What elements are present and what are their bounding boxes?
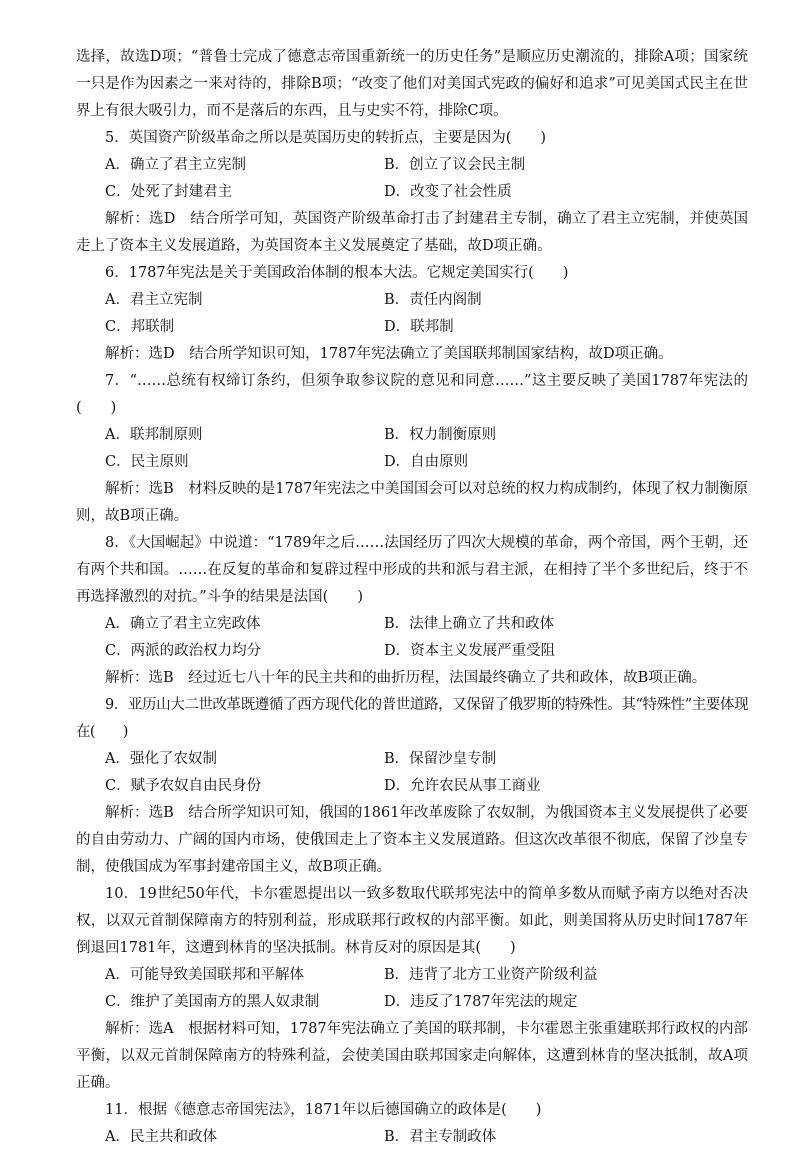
- question-9: 9．亚历山大二世改革既遵循了西方现代化的普世道路，又保留了俄罗斯的特殊性。其“特殊性”主要体现在( ): [76, 697, 748, 740]
- option-b: B．权力制衡原则: [384, 427, 497, 443]
- options-q11: [76, 1124, 748, 1151]
- analysis-10: 解析：选A 根据材料可知，1787年宪法确立了美国的联邦制，卡尔霍恩主张重建联邦行政权的内部平衡，以双元首制保障南方的特殊利益，会使美国由联邦国家走向解体，这遭到林肯的坚决抵制，故A项正确。: [76, 1021, 748, 1091]
- option-a: A．强化了农奴制: [105, 751, 217, 767]
- option-d: D．改变了社会性质: [384, 184, 512, 200]
- option-a: A．民主共和政体: [105, 1129, 217, 1145]
- option-d: D．违反了1787年宪法的规定: [384, 994, 578, 1010]
- option-b: B．君主专制政体: [384, 1129, 497, 1145]
- option-a: A．可能导致美国联邦和平解体: [105, 967, 304, 983]
- option-c: C．处死了封建君主: [105, 184, 233, 200]
- options-q7: [76, 422, 748, 476]
- question-6: 6．1787年宪法是关于美国政治体制的根本大法。它规定美国实行( ): [105, 265, 569, 281]
- question-10: 10．19世纪50年代，卡尔霍恩提出以一致多数取代联邦宪法中的简单多数从而赋予南方以绝对否决权，以双元首制保障南方的特别利益，形成联邦行政权的内部平衡。如此，则美国将从历史时间1787年倒退回1781年，这遭到林肯的坚决抵制。林肯反对的原因是其( ): [76, 886, 748, 956]
- option-a: A．联邦制原则: [105, 427, 203, 443]
- analysis-8: 解析：选B 经过近七八十年的民主共和的曲折历程，法国最终确立了共和政体，故B项正确。: [105, 670, 707, 686]
- option-d: D．联邦制: [384, 319, 454, 335]
- option-a: A．君主立宪制: [105, 292, 203, 308]
- question-7: 7．“……总统有权缔订条约，但须争取参议院的意见和同意……”这主要反映了美国1787年宪法的( ): [76, 373, 748, 416]
- analysis-6: 解析：选D 结合所学知识可知，1787年宪法确立了美国联邦制国家结构，故D项正确。: [105, 346, 673, 362]
- options-q10: [76, 962, 748, 1016]
- options-q6: [76, 287, 748, 341]
- option-d: D．允许农民从事工商业: [384, 778, 541, 794]
- question-8: 8．《大国崛起》中说道：“1789年之后……法国经历了四次大规模的革命，两个帝国，两个王朝，还有两个共和国。……在反复的革命和复辟过程中形成的共和派与君主派，在相持了半个多世纪后，终于不再选择激烈的对抗。”斗争的结果是法国( ): [76, 535, 748, 605]
- option-d: D．资本主义发展严重受阻: [384, 643, 556, 659]
- analysis-9: 解析：选B 结合所学知识可知，俄国的1861年改革废除了农奴制，为俄国资本主义发展提供了必要的自由劳动力、广阔的国内市场，使俄国走上了资本主义发展道路。但这次改革很不彻底，保留了沙皇专制，使俄国成为军事封建帝国主义，故B项正确。: [76, 805, 748, 875]
- question-11: 11．根据《德意志帝国宪法》，1871年以后德国确立的政体是( ): [105, 1102, 542, 1118]
- option-c: C．民主原则: [105, 454, 189, 470]
- option-c: C．邦联制: [105, 319, 175, 335]
- option-b: B．责任内阁制: [384, 292, 482, 308]
- analysis-5: 解析：选D 结合所学可知，英国资产阶级革命打击了封建君主专制，确立了君主立宪制，并使英国走上了资本主义发展道路，为英国资本主义发展奠定了基础，故D项正确。: [76, 211, 748, 254]
- option-b: B．违背了北方工业资产阶级利益: [384, 967, 598, 983]
- option-c: C．维护了美国南方的黑人奴隶制: [105, 994, 320, 1010]
- option-b: B．创立了议会民主制: [384, 157, 526, 173]
- option-a: A．确立了君主立宪政体: [105, 616, 261, 632]
- question-5: 5．英国资产阶级革命之所以是英国历史的转折点，主要是因为( ): [105, 130, 547, 146]
- options-q5: [76, 152, 748, 206]
- analysis-7: 解析：选B 材料反映的是1787年宪法之中美国国会可以对总统的权力构成制约，体现了权力制衡原则，故B项正确。: [76, 481, 748, 524]
- option-b: B．保留沙皇专制: [384, 751, 497, 767]
- document-content: [76, 44, 748, 1151]
- option-b: B．法律上确立了共和政体: [384, 616, 555, 632]
- option-c: C．两派的政治权力均分: [105, 643, 262, 659]
- options-q8: [76, 611, 748, 665]
- options-q9: [76, 746, 748, 800]
- option-d: D．自由原则: [384, 454, 469, 470]
- paragraph-analysis-continued: 选择，故选D项；“普鲁士完成了德意志帝国重新统一的历史任务”是顺应历史潮流的，排除A项；国家统一只是作为因素之一来对待的，排除B项；“改变了他们对美国式宪政的偏好和追求”可见美国式民主在世界上有很大吸引力，而不是落后的东西，且与史实不符，排除C项。: [76, 49, 748, 119]
- option-c: C．赋予农奴自由民身份: [105, 778, 262, 794]
- option-a: A．确立了君主立宪制: [105, 157, 246, 173]
